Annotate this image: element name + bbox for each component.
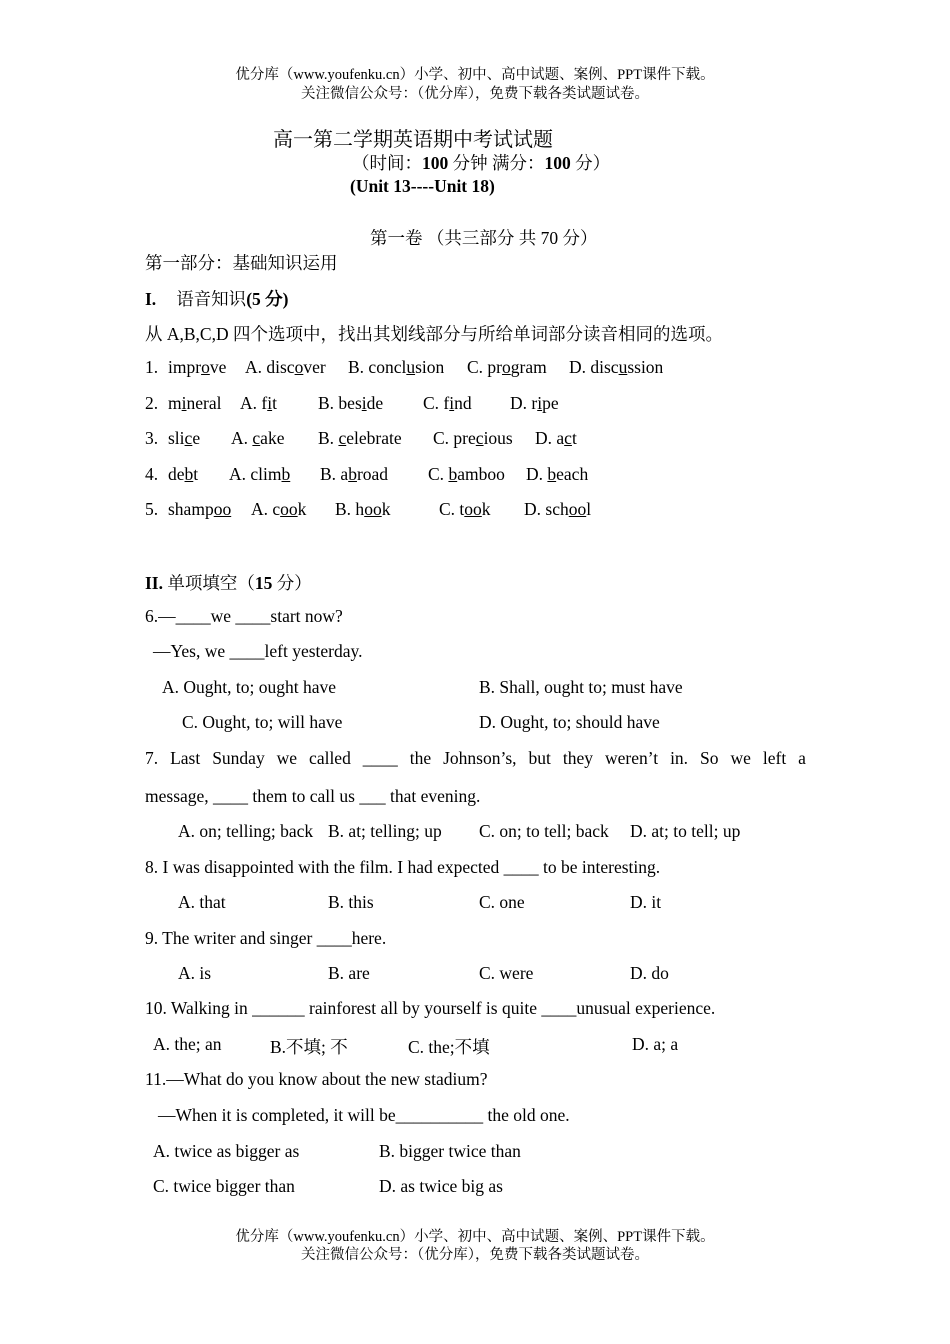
q7-word: ____ (362, 748, 398, 768)
volume-heading: 第一卷 （共三部分 共 70 分） (370, 228, 598, 248)
section-1-number: I. (145, 289, 157, 309)
time-label: （时间： (352, 153, 422, 173)
underlined-letters: i (267, 393, 273, 413)
word-part: road (356, 464, 389, 484)
underlined-letters: c (564, 428, 572, 448)
q10-option-b: B.不填; 不 (270, 1037, 348, 1057)
header-line-1: 优分库（www.youfenku.cn）小学、初中、高中试题、案例、PPT课件下载。 (235, 67, 715, 83)
word-part: C. pr (467, 357, 502, 377)
q9-option-c: C. were (479, 963, 534, 983)
word-part: impr (168, 357, 202, 377)
word-part: amboo (457, 464, 505, 484)
q6-option-d: D. Ought, to; should have (479, 712, 660, 732)
phonetics-option-d (524, 499, 591, 520)
q7-word: in. (670, 748, 689, 768)
phonetics-item-number: 4. (145, 464, 159, 484)
phonetics-option-c (423, 393, 472, 414)
section-1-title: 语音知识 (176, 289, 247, 309)
q8-stem: 8. I was disappointed with the film. I had expected ____ to be interesting. (145, 857, 661, 877)
underlined-letters: oo (464, 499, 482, 519)
word-part: gram (510, 357, 547, 377)
phonetics-option-c (467, 357, 547, 378)
phonetics-option-c (439, 499, 491, 520)
word-part: e (192, 428, 201, 448)
q7-word: left (762, 748, 787, 768)
phonetics-item-number: 1. (145, 357, 159, 377)
phonetics-option-b (320, 464, 388, 485)
underlined-letters: b (348, 464, 357, 484)
section-2-title: 单项填空（ (167, 573, 255, 593)
underlined-letters: i (361, 393, 367, 413)
q6-option-a: A. Ought, to; ought have (162, 677, 337, 697)
exam-units: (Unit 13----Unit 18) (350, 176, 495, 196)
underlined-letters: oo (568, 499, 587, 519)
q6-stem-2: —Yes, we ____left yesterday. (153, 641, 363, 661)
phonetics-option-b (335, 499, 390, 520)
q9-option-b: B. are (328, 963, 370, 983)
underlined-letters: c (475, 428, 484, 448)
underlined-letters: o (201, 357, 210, 377)
word-part: A. c (251, 499, 281, 519)
phonetics-item-number: 2. (145, 393, 159, 413)
q6-option-c: C. Ought, to; will have (182, 712, 343, 732)
phonetics-option-b (348, 357, 444, 378)
q7-word: So (700, 748, 719, 768)
word-part: de (366, 393, 384, 413)
phonetics-word (168, 464, 198, 485)
underlined-letters: i (449, 393, 455, 413)
q8-option-c: C. one (479, 892, 525, 912)
underlined-letters: c (338, 428, 347, 448)
q10-option-d: D. a; a (632, 1034, 679, 1054)
word-part: de (168, 464, 185, 484)
q8-option-d: D. it (630, 892, 662, 912)
word-part: m (168, 393, 182, 413)
word-part: C. t (439, 499, 465, 519)
underlined-letters: c (252, 428, 261, 448)
word-part: C. pre (433, 428, 476, 448)
phonetics-item-number: 5. (145, 499, 159, 519)
word-part: B. a (320, 464, 349, 484)
q7-word: the (409, 748, 432, 768)
word-part: D. disc (569, 357, 619, 377)
part-1-heading: 第一部分：基础知识运用 (145, 253, 338, 273)
phonetics-option-c (428, 464, 505, 485)
word-part: ious (483, 428, 513, 448)
q7-word: we (276, 748, 298, 768)
word-part: pe (542, 393, 559, 413)
word-part: ve (209, 357, 227, 377)
word-part: C. f (423, 393, 450, 413)
word-part: ver (303, 357, 326, 377)
q7-word: Sunday (212, 748, 265, 768)
word-part: t (272, 393, 277, 413)
q6-option-b: B. Shall, ought to; must have (479, 677, 683, 697)
q11-option-c: C. twice bigger than (153, 1176, 295, 1196)
q10-stem: 10. Walking in ______ rainforest all by yourself is quite ____unusual experience. (145, 998, 716, 1018)
score-value: 100 (544, 153, 571, 173)
exam-title: 高一第二学期英语期中考试试题 (273, 129, 553, 151)
word-part: sli (168, 428, 185, 448)
word-part: t (571, 428, 577, 448)
q9-option-a: A. is (178, 963, 212, 983)
q7-option-b: B. at; telling; up (328, 821, 442, 841)
header-line-2: 关注微信公众号：（优分库），免费下载各类试题试卷。 (301, 86, 649, 102)
section-2-heading (145, 570, 312, 595)
word-part: D. a (535, 428, 565, 448)
underlined-letters: b (448, 464, 458, 484)
q11-stem-2: —When it is completed, it will be__________ the old one. (158, 1105, 570, 1125)
phonetics-option-a (251, 499, 306, 520)
underlined-letters: oo (364, 499, 382, 519)
word-part: elebrate (346, 428, 402, 448)
q7-word: 7. (145, 748, 159, 768)
section-1-heading (145, 286, 288, 311)
q7-option-d: D. at; to tell; up (630, 821, 741, 841)
word-part: D. sch (524, 499, 569, 519)
word-part: shamp (168, 499, 214, 519)
word-part: nd (454, 393, 472, 413)
underlined-letters: b (184, 464, 194, 484)
q8-option-b: B. this (328, 892, 374, 912)
q7-word: but (528, 748, 551, 768)
underlined-letters: o (502, 357, 511, 377)
phonetics-item-number: 3. (145, 428, 159, 448)
word-part: D. (526, 464, 548, 484)
word-part: neral (186, 393, 222, 413)
word-part: A. disc (245, 357, 295, 377)
phonetics-option-a (231, 428, 284, 449)
word-part: B. (318, 428, 339, 448)
section-1-instruction: 从 A,B,C,D 四个选项中，找出其划线部分与所给单词部分读音相同的选项。 (145, 324, 723, 344)
section-2-points: 15 (254, 573, 273, 593)
q7-word: called (309, 748, 351, 768)
q7-stem-1 (145, 748, 806, 769)
word-part: A. f (240, 393, 268, 413)
phonetics-option-d (510, 393, 559, 414)
phonetics-option-a (245, 357, 326, 378)
underlined-letters: b (547, 464, 557, 484)
word-part: each (556, 464, 589, 484)
word-part: B. h (335, 499, 365, 519)
q7-stem-2: message, ____ them to call us ___ that evening. (145, 786, 481, 806)
word-part: D. r (510, 393, 538, 413)
underlined-letters: u (406, 357, 416, 377)
footer-line-2: 关注微信公众号：（优分库），免费下载各类试题试卷。 (301, 1247, 649, 1263)
word-part: B. concl (348, 357, 407, 377)
phonetics-option-d (569, 357, 663, 378)
word-part: ake (260, 428, 285, 448)
q11-stem-1: 11.—What do you know about the new stadium? (145, 1069, 488, 1089)
section-2-title-end: 分） (272, 573, 312, 593)
exam-time-score (352, 150, 610, 175)
q7-word: a (798, 748, 806, 768)
q10-option-a: A. the; an (153, 1034, 222, 1054)
underlined-letters: c (184, 428, 193, 448)
phonetics-word (168, 393, 221, 414)
word-part: ssion (627, 357, 664, 377)
q7-option-c: C. on; to tell; back (479, 821, 609, 841)
underlined-letters: u (618, 357, 628, 377)
q11-option-d: D. as twice big as (379, 1176, 503, 1196)
footer-line-1: 优分库（www.youfenku.cn）小学、初中、高中试题、案例、PPT课件下载。 (235, 1229, 715, 1245)
phonetics-option-c (433, 428, 513, 449)
phonetics-option-d (535, 428, 577, 449)
phonetics-option-a (240, 393, 277, 414)
q7-option-a: A. on; telling; back (178, 821, 314, 841)
time-unit: 分钟 (452, 153, 488, 173)
phonetics-option-b (318, 428, 402, 449)
word-part: k (381, 499, 391, 519)
q7-word: we (730, 748, 751, 768)
time-value: 100 (422, 153, 449, 173)
word-part: k (481, 499, 491, 519)
section-1-points: (5 分) (246, 289, 289, 309)
underlined-letters: oo (213, 499, 232, 519)
word-part: sion (415, 357, 445, 377)
q7-word: Johnson’s, (443, 748, 517, 768)
phonetics-word (168, 357, 226, 378)
q7-word: weren’t (604, 748, 659, 768)
phonetics-option-d (526, 464, 588, 485)
q9-stem: 9. The writer and singer ____here. (145, 928, 387, 948)
q11-option-a: A. twice as bigger as (153, 1141, 300, 1161)
q10-option-c: C. the;不填 (408, 1037, 490, 1057)
q7-word: Last (170, 748, 201, 768)
score-unit: 分） (575, 153, 611, 173)
underlined-letters: o (294, 357, 304, 377)
phonetics-word (168, 499, 231, 520)
word-part: A. (231, 428, 253, 448)
word-part: B. bes (318, 393, 362, 413)
underlined-letters: i (537, 393, 543, 413)
section-2-number: II. (145, 573, 163, 593)
q8-option-a: A. that (178, 892, 226, 912)
underlined-letters: b (281, 464, 291, 484)
q7-word: they (562, 748, 593, 768)
underlined-letters: oo (280, 499, 298, 519)
phonetics-option-a (229, 464, 290, 485)
q6-stem-1: 6.—____we ____start now? (145, 606, 343, 626)
phonetics-word (168, 428, 200, 449)
score-label: 满分： (492, 153, 545, 173)
q9-option-d: D. do (630, 963, 669, 983)
word-part: A. clim (229, 464, 282, 484)
word-part: t (193, 464, 199, 484)
phonetics-option-b (318, 393, 383, 414)
word-part: l (586, 499, 592, 519)
word-part: C. (428, 464, 449, 484)
underlined-letters: i (181, 393, 187, 413)
q11-option-b: B. bigger twice than (379, 1141, 521, 1161)
word-part: k (297, 499, 307, 519)
